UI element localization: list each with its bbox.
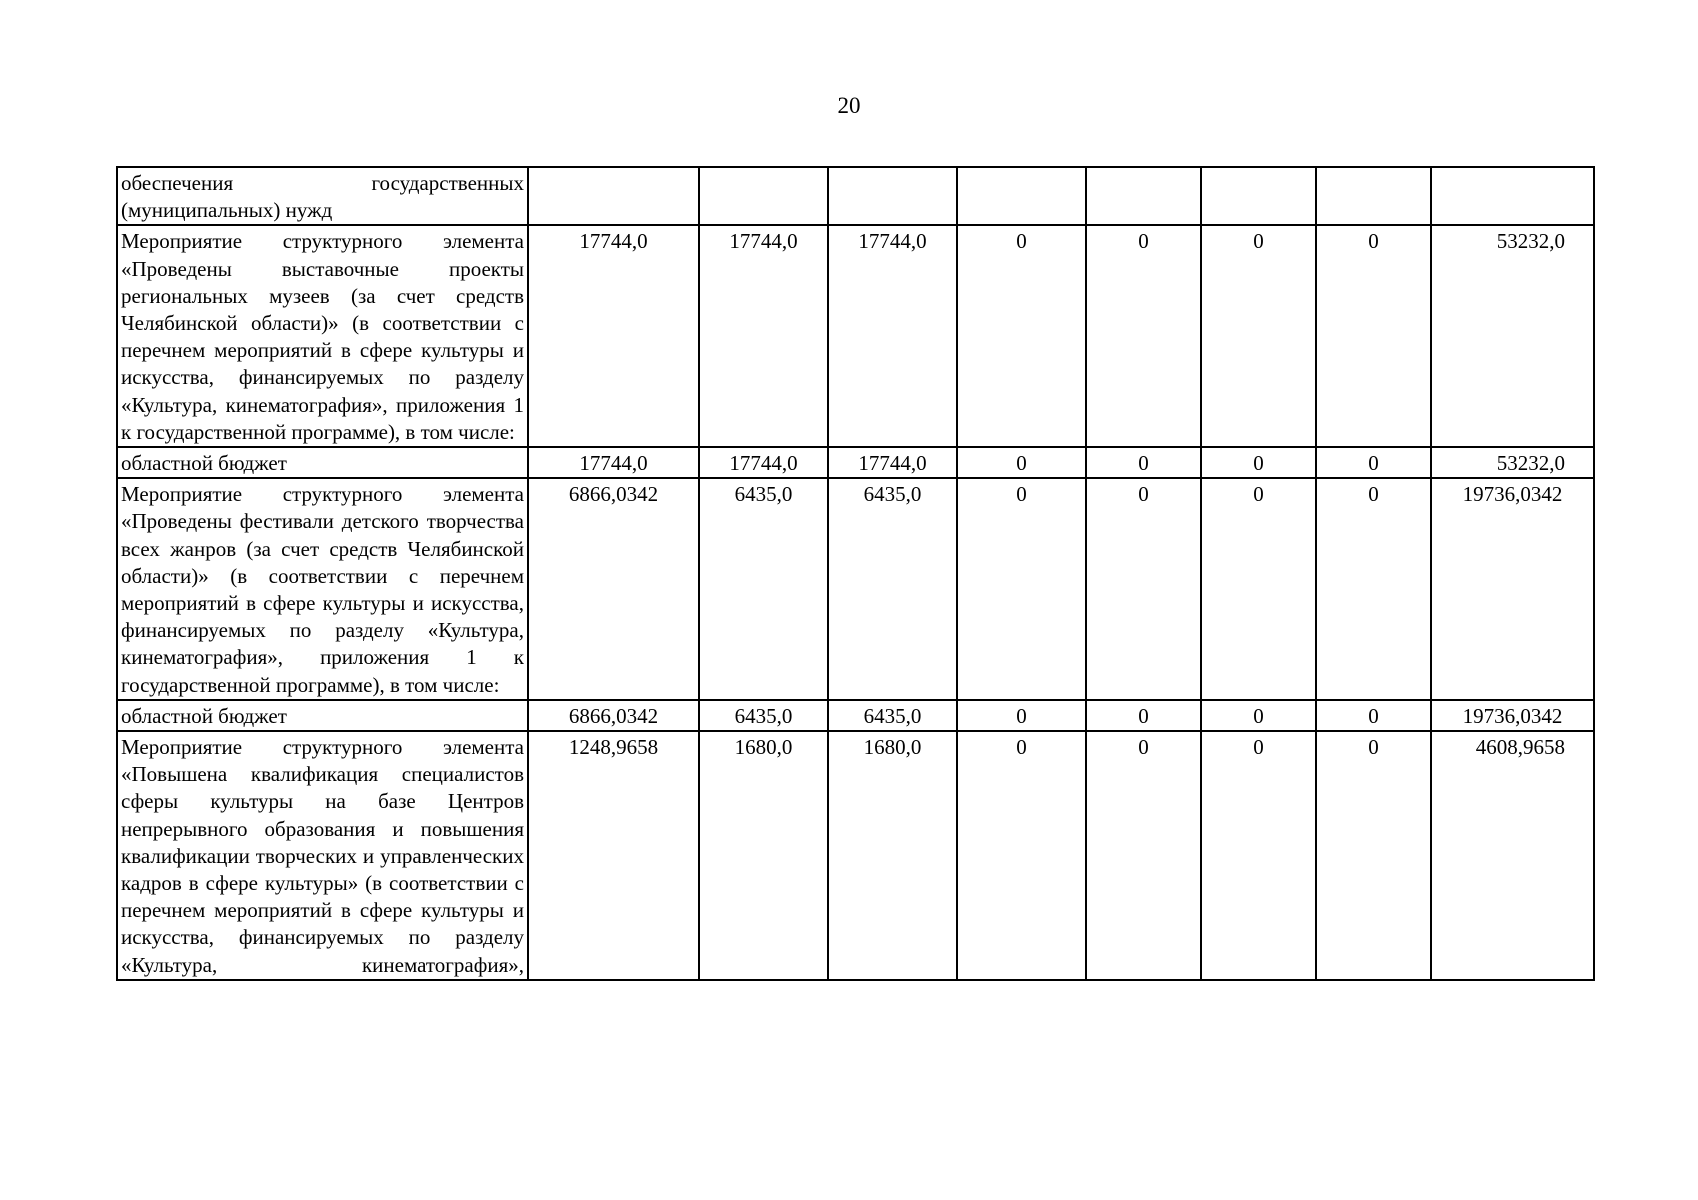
row-description: Мероприятие структурного элемента «Проведены выставочные проекты региональных музеев (за счет средств Челябинской области)» (в соответствии с перечнем мероприятий в сфере культуры и искусства, финансируемых по разделу «Культура, кинематография», приложения 1 к государственной программе), в том числе: [117, 225, 528, 447]
value-cell: 53232,0 [1431, 225, 1594, 447]
value-cell: 0 [1086, 478, 1201, 700]
value-cell: 0 [1316, 478, 1431, 700]
value-cell: 17744,0 [828, 447, 957, 478]
value-cell: 19736,0342 [1431, 478, 1594, 700]
value-cell: 0 [957, 731, 1086, 980]
value-cell: 0 [1201, 447, 1316, 478]
value-cell: 0 [1201, 478, 1316, 700]
value-cell: 0 [1086, 731, 1201, 980]
value-cell: 0 [957, 447, 1086, 478]
value-cell [1086, 167, 1201, 225]
value-cell: 0 [1316, 447, 1431, 478]
table-row [117, 167, 1594, 225]
row-description: Мероприятие структурного элемента «Проведены фестивали детского творчества всех жанров (за счет средств Челябинской области)» (в соответствии с перечнем мероприятий в сфере культуры и искусства, финансируемых по разделу «Культура, кинематография», приложения 1 к государственной программе), в том числе: [117, 478, 528, 700]
table-row [117, 447, 1594, 478]
value-cell [1431, 167, 1594, 225]
row-description: Мероприятие структурного элемента «Повышена квалификация специалистов сферы культуры на базе Центров непрерывного образования и повышения квалификации творческих и управленческих кадров в сфере культуры» (в соответствии с перечнем мероприятий в сфере культуры и искусства, финансируемых по разделу «Культура, кинематография», [117, 731, 528, 980]
row-description: областной бюджет [117, 700, 528, 731]
value-cell [528, 167, 699, 225]
value-cell [828, 167, 957, 225]
value-cell: 6435,0 [828, 700, 957, 731]
row-description: обеспечения государственных (муниципальных) нужд [117, 167, 528, 225]
budget-table [116, 166, 1595, 981]
table-row [117, 731, 1594, 980]
page-number: 20 [837, 93, 861, 118]
value-cell [699, 167, 828, 225]
value-cell: 0 [1316, 731, 1431, 980]
value-cell: 4608,9658 [1431, 731, 1594, 980]
value-cell [957, 167, 1086, 225]
value-cell: 0 [1201, 731, 1316, 980]
value-cell: 17744,0 [699, 225, 828, 447]
value-cell: 0 [1086, 700, 1201, 731]
value-cell: 0 [957, 225, 1086, 447]
table-row [117, 225, 1594, 447]
value-cell: 0 [1086, 447, 1201, 478]
value-cell: 19736,0342 [1431, 700, 1594, 731]
value-cell: 17744,0 [528, 447, 699, 478]
value-cell: 6435,0 [699, 478, 828, 700]
value-cell: 0 [957, 478, 1086, 700]
value-cell: 17744,0 [528, 225, 699, 447]
value-cell: 0 [1201, 225, 1316, 447]
value-cell: 0 [1201, 700, 1316, 731]
value-cell: 6866,0342 [528, 478, 699, 700]
value-cell: 6435,0 [828, 478, 957, 700]
value-cell: 17744,0 [699, 447, 828, 478]
value-cell: 0 [1086, 225, 1201, 447]
value-cell: 0 [1316, 225, 1431, 447]
value-cell: 53232,0 [1431, 447, 1594, 478]
value-cell [1201, 167, 1316, 225]
value-cell: 6866,0342 [528, 700, 699, 731]
value-cell: 1680,0 [828, 731, 957, 980]
value-cell: 17744,0 [828, 225, 957, 447]
row-description: областной бюджет [117, 447, 528, 478]
value-cell: 1680,0 [699, 731, 828, 980]
value-cell [1316, 167, 1431, 225]
value-cell: 0 [957, 700, 1086, 731]
table-row [117, 700, 1594, 731]
table-row [117, 478, 1594, 700]
value-cell: 1248,9658 [528, 731, 699, 980]
value-cell: 0 [1316, 700, 1431, 731]
value-cell: 6435,0 [699, 700, 828, 731]
